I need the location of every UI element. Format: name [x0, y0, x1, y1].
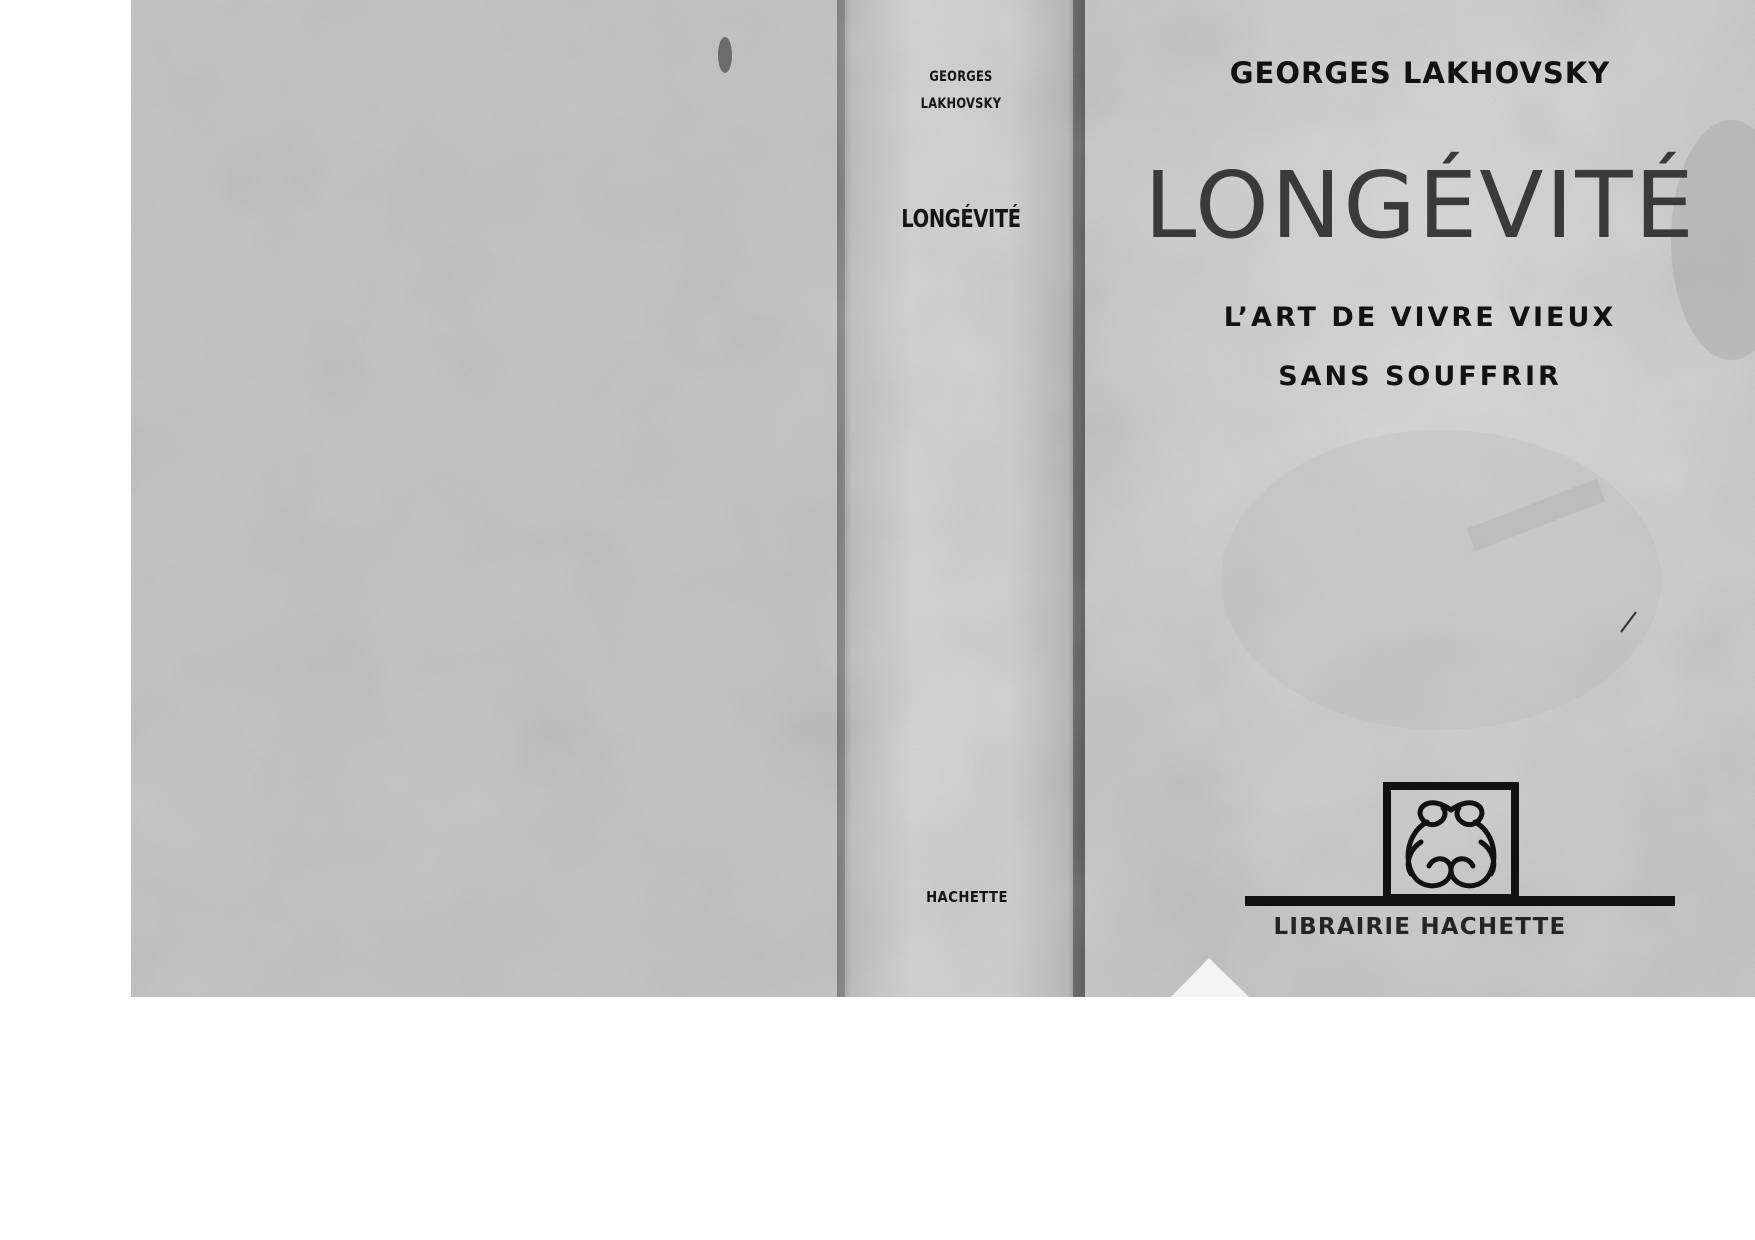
back-cover — [131, 0, 837, 997]
front-cover — [1085, 0, 1755, 997]
book-cover-scan — [131, 0, 1755, 997]
monogram-icon — [1245, 782, 1675, 912]
spine-publisher: HACHETTE — [926, 888, 1008, 906]
book-spine — [837, 0, 1085, 997]
cover-subtitle-line2: SANS SOUFFRIR — [1278, 361, 1562, 392]
cover-subtitle-line1: L’ART DE VIVRE VIEUX — [1223, 302, 1617, 333]
spine-title: LONGÉVITÉ — [901, 204, 1021, 233]
cover-title: LONGÉVITÉ — [1144, 152, 1696, 259]
spine-author-line2: LAKHOVSKY — [920, 96, 1002, 112]
spine-author — [859, 64, 1062, 118]
cover-author: GEORGES LAKHOVSKY — [1229, 56, 1611, 90]
spine-author-line1: GEORGES — [929, 69, 993, 85]
cover-publisher: LIBRAIRIE HACHETTE — [1273, 914, 1567, 940]
